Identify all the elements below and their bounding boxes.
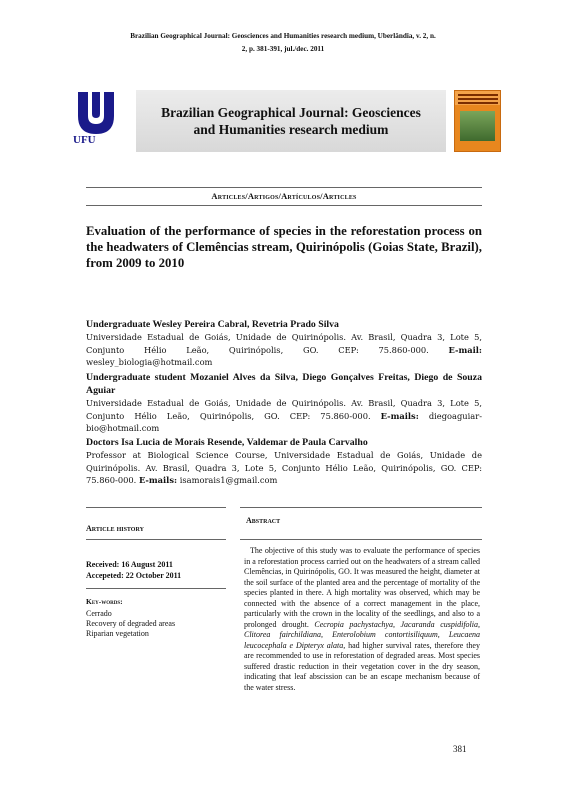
author-affiliation	[86, 397, 482, 435]
running-header-line1: Brazilian Geographical Journal: Geosciences and Humanities research medium, Uberlândia, v. 2, n.	[130, 32, 436, 40]
abstract-text	[244, 546, 480, 693]
abstract-rule-mid	[240, 539, 482, 540]
email-label: E-mails:	[380, 410, 419, 421]
running-header-line2: 2, p. 381-391, jul./dec. 2011	[241, 45, 325, 53]
journal-title: Brazilian Geographical Journal: Geosciences and Humanities research medium	[161, 105, 421, 137]
keywords-list	[86, 609, 175, 639]
journal-masthead	[68, 90, 503, 152]
keyword-item: Riparian vegetation	[86, 629, 149, 638]
ufu-logo	[70, 90, 130, 150]
section-rule-bottom	[86, 205, 482, 206]
abstract-label: Abstract	[246, 516, 281, 525]
abstract-text-part2: had higher survival rates, therefore they are recommended to use in reforestation of degraded areas. Most species suffered drastic reduction in their vegetation cover in the dry season, indicating that leaf abscission can be an escape mechanism because of the water stress.	[244, 640, 480, 692]
author-names: Undergraduate Wesley Pereira Cabral, Revetria Prado Silva	[86, 319, 339, 330]
journal-title-box	[136, 90, 446, 152]
ufu-logo-icon	[70, 90, 130, 136]
affiliation-text: Universidade Estadual de Goiás, Unidade de Quirinópolis. Av. Brasil, Quadra 3, Lote 5, Conjunto Hélio Leão, Quirinópolis, GO. CEP: 75.860-000.	[86, 332, 482, 355]
author-group	[86, 371, 482, 435]
running-header	[0, 30, 566, 56]
paper-title: Evaluation of the performance of species in the reforestation process on the headwaters of Clemências stream, Quirinópolis (Goias State, Brazil), from 2009 to 2010	[86, 224, 482, 270]
journal-cover-thumbnail	[454, 90, 501, 152]
section-label: Articles/Artigos/Artículos/Articles	[211, 191, 357, 201]
affiliation-text: Universidade Estadual de Goiás, Unidade de Quirinópolis. Av. Brasil, Quadra 3, Lote 5, Conjunto Hélio Leão, Quirinópolis, GO. CEP: 75.860-000.	[86, 398, 482, 421]
author-affiliation	[86, 331, 482, 369]
author-affiliation	[86, 449, 482, 487]
keyword-item: Cerrado	[86, 609, 112, 618]
article-dates	[86, 559, 181, 581]
author-group	[86, 318, 482, 369]
abstract-rule-top	[240, 507, 482, 508]
history-rule-mid	[86, 539, 226, 540]
history-rule-top	[86, 507, 226, 508]
article-history-label: Article history	[86, 524, 144, 533]
history-rule-bottom	[86, 588, 226, 589]
abstract-text-part1: The objective of this study was to evaluate the performance of species in a reforestation process carried out on the headwaters of a stream called Clemências, in Quirinópolis, GO. It was measured the height, diameter at the soil surface of the planted area and the percentage of mortality of the species planted in there. A high mortality was observed, which may be connected with the absence of a correct management in the place, particularly with the crown in the locality of the seedlings, and also to a prolonged drought.	[244, 546, 480, 629]
logo-text: UFU	[73, 134, 96, 146]
author-group	[86, 436, 482, 487]
email-link[interactable]: wesley_biologia@hotmail.com	[86, 357, 213, 367]
email-label: E-mails:	[138, 475, 178, 485]
email-link[interactable]: diegoaguiar-bio@hotmail.com	[86, 410, 482, 433]
keyword-item: Recovery of degraded areas	[86, 619, 176, 628]
author-names: Doctors Isa Lucia de Morais Resende, Valdemar de Paula Carvalho	[86, 437, 368, 448]
accepted-date: Accepeted: 22 October 2011	[86, 571, 182, 580]
abstract-species: Cecropia pachystachya, Jacaranda cuspidifolia, Clitorea fairchildiana, Enterolobium contortisiliquum, Leucaena leucocephala e Dipteryx alata,	[244, 619, 480, 650]
section-rule-top	[86, 187, 482, 188]
email-link[interactable]: isamorais1@gmail.com	[179, 475, 278, 485]
page-number: 381	[453, 744, 467, 754]
email-label: E-mail:	[448, 344, 482, 355]
affiliation-text: Professor at Biological Science Course, Universidade Estadual de Goiás, Unidade de Quirinópolis. Av. Brasil, Quadra 3, Lote 5, Conjunto Hélio Leão, Quirinópolis, GO. CEP: 75.860-000.	[86, 450, 482, 485]
author-names: Undergraduate student Mozaniel Alves da Silva, Diego Gonçalves Freitas, Diego de Souza Aguiar	[86, 372, 482, 396]
keywords-label: Key-words:	[86, 597, 123, 606]
received-date: Received: 16 August 2011	[86, 560, 173, 569]
